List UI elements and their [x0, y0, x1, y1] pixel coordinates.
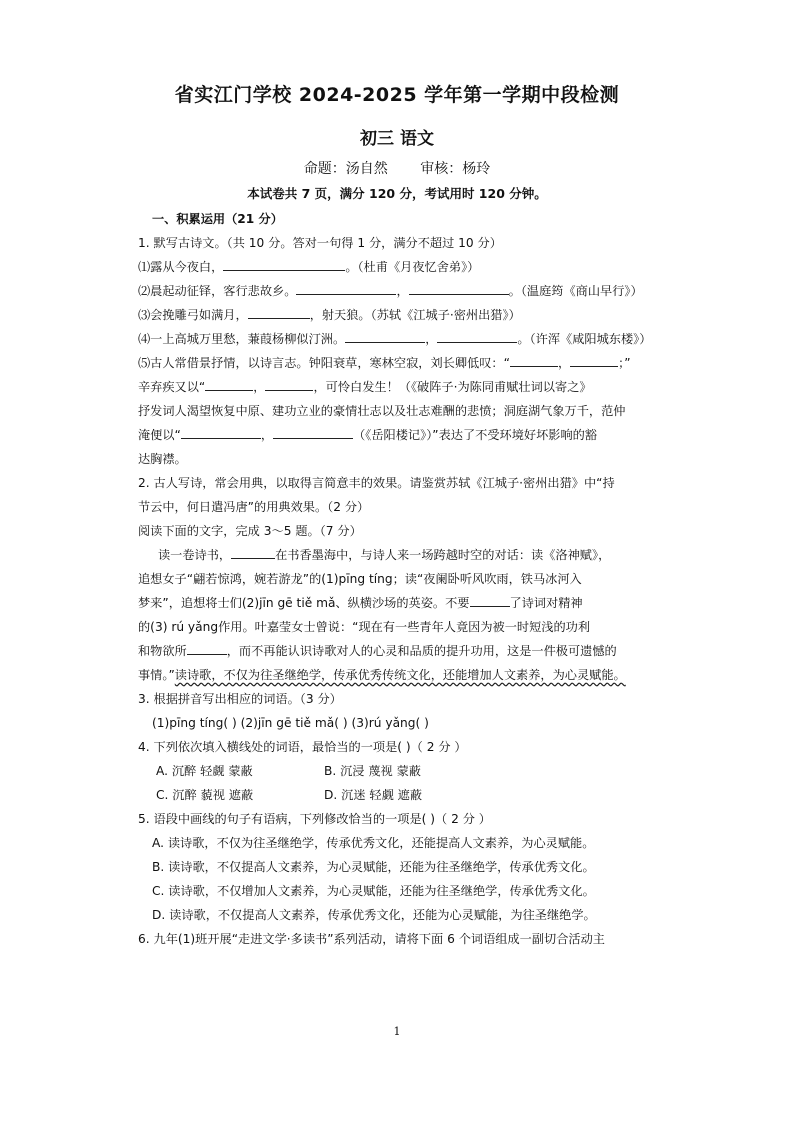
exam-instructions: 本试卷共 7 页，满分 120 分，考试用时 120 分钟。 — [247, 186, 547, 201]
answer-blank[interactable] — [205, 376, 253, 391]
passage-line-2: 追想女子“翩若惊鸿，婉若游龙”的(1)pīng tíng；读“夜阑卧听风吹雨，铁马冰河入 — [138, 572, 582, 586]
passage-line-6: 事情。”读诗歌，不仅为往圣继绝学，传承优秀传统文化，还能增加人文素养，为心灵赋能。 — [138, 668, 626, 682]
q2-line2: 节云中，何日遣冯唐”的用典效果。（2 分） — [138, 500, 370, 514]
q6-line1: 6. 九年(1)班开展“走进文学·多读书”系列活动，请将下面 6 个词语组成一副切合活动主 — [138, 932, 605, 946]
underlined-sentence: 读诗歌，不仅为往圣继绝学，传承优秀传统文化，还能增加人文素养，为心灵赋能。 — [174, 668, 626, 682]
passage-line-5: 和物欲所 ，而不再能认识诗歌对人的心灵和品质的提升功用，这是一件极可遗憾的 — [138, 639, 668, 663]
page-subtitle: 初三 语文 — [360, 129, 434, 149]
q1-item-5-line4: 淹便以“ ， （《岳阳楼记》）”表达了不受环境好坏影响的豁 — [138, 423, 668, 447]
q3-items: (1)pīng tíng( ) (2)jīn gē tiě mǎ( ) (3)rú yǎng( ) — [152, 716, 429, 730]
setter-label: 命题：汤自然 — [303, 161, 388, 177]
answer-blank[interactable] — [409, 280, 509, 295]
q1-item-2: ⑵晨起动征铎，客行悲故乡。 ， 。（温庭筠《商山早行》） — [138, 279, 668, 303]
q5-option-b[interactable]: B. 读诗歌，不仅提高人文素养，为心灵赋能，还能为往圣继绝学，传承优秀文化。 — [152, 860, 595, 874]
answer-blank[interactable] — [273, 424, 353, 439]
answer-blank[interactable] — [223, 256, 345, 271]
q5-option-d[interactable]: D. 读诗歌，不仅提高人文素养，传承优秀文化，还能为心灵赋能，为往圣继绝学。 — [152, 908, 596, 922]
q5-option-a[interactable]: A. 读诗歌，不仅为往圣继绝学，传承优秀文化，还能提高人文素养，为心灵赋能。 — [152, 836, 595, 850]
q1-stem: 1. 默写古诗文。（共 10 分。答对一句得 1 分，满分不超过 10 分） — [138, 236, 502, 250]
q1-item-5-line5: 达胸襟。 — [138, 452, 187, 466]
q1-item-3: ⑶会挽雕弓如满月， ，射天狼。（苏轼《江城子·密州出猎》） — [138, 303, 668, 327]
q1-item-1: ⑴露从今夜白， 。（杜甫《月夜忆舍弟》） — [138, 255, 668, 279]
passage-line-1: 读一卷诗书， 在书香墨海中，与诗人来一场跨越时空的对话：读《洛神赋》， — [138, 543, 668, 567]
reading-prompt: 阅读下面的文字，完成 3～5 题。（7 分） — [138, 524, 362, 538]
passage-line-4: 的(3) rú yǎng作用。叶嘉莹女士曾说：“现在有一些青年人竟因为被一时短浅的功利 — [138, 620, 591, 634]
q2-line1: 2. 古人写诗，常会用典，以取得言简意丰的效果。请鉴赏苏轼《江城子·密州出猎》中“持 — [138, 476, 615, 490]
q4-option-a[interactable]: A. 沉醉 轻觑 蒙蔽 — [156, 764, 253, 778]
q1-item-5-line1: ⑸古人常借景抒情，以诗言志。钟阳衰草，寒林空寂，刘长卿低叹：“ ， ；” — [138, 351, 668, 375]
question-body — [138, 207, 668, 951]
answer-blank[interactable] — [187, 640, 227, 655]
q4-options-row2 — [138, 783, 668, 807]
answer-blank[interactable] — [181, 424, 261, 439]
answer-blank[interactable] — [231, 544, 275, 559]
answer-blank[interactable] — [510, 352, 558, 367]
q4-options-row1 — [138, 759, 668, 783]
answer-blank[interactable] — [470, 592, 510, 607]
page-title: 省实江门学校 2024-2025 学年第一学期中段检测 — [174, 84, 620, 106]
q1-item-5-line2: 辛弃疾又以“ ， ，可怜白发生！（《破阵子·为陈同甫赋壮词以寄之》 — [138, 375, 668, 399]
q4-option-c[interactable]: C. 沉醉 藐视 遮蔽 — [156, 788, 254, 802]
q1-item-4: ⑷一上高城万里愁，蒹葭杨柳似汀洲。 ， 。（许浑《咸阳城东楼》） — [138, 327, 668, 351]
reviewer-label: 审核：杨玲 — [420, 161, 491, 177]
answer-blank[interactable] — [570, 352, 618, 367]
q4-stem: 4. 下列依次填入横线处的词语，最恰当的一项是( )（ 2 分 ） — [138, 740, 467, 754]
q4-option-b[interactable]: B. 沉浸 蔑视 蒙蔽 — [324, 764, 421, 778]
passage-line-3: 梦来”，追想将士们(2)jīn gē tiě mǎ、纵横沙场的英姿。不要 了诗词对精神 — [138, 591, 668, 615]
answer-blank[interactable] — [345, 328, 425, 343]
answer-blank[interactable] — [265, 376, 313, 391]
q3-stem: 3. 根据拼音写出相应的词语。（3 分） — [138, 692, 342, 706]
section-heading: 一、积累运用（21 分） — [152, 212, 283, 226]
page-number: 1 — [393, 1025, 401, 1038]
q5-option-c[interactable]: C. 读诗歌，不仅增加人文素养，为心灵赋能，还能为往圣继绝学，传承优秀文化。 — [152, 884, 595, 898]
answer-blank[interactable] — [437, 328, 517, 343]
answer-blank[interactable] — [248, 304, 310, 319]
q1-item-5-line3: 抒发词人渴望恢复中原、建功立业的豪情壮志以及壮志难酬的悲愤；洞庭湖气象万千，范仲 — [138, 404, 626, 418]
answer-blank[interactable] — [296, 280, 396, 295]
q5-stem: 5. 语段中画线的句子有语病，下列修改恰当的一项是( )（ 2 分 ） — [138, 812, 491, 826]
author-line — [0, 158, 794, 178]
q4-option-d[interactable]: D. 沉迷 轻觑 遮蔽 — [324, 788, 423, 802]
